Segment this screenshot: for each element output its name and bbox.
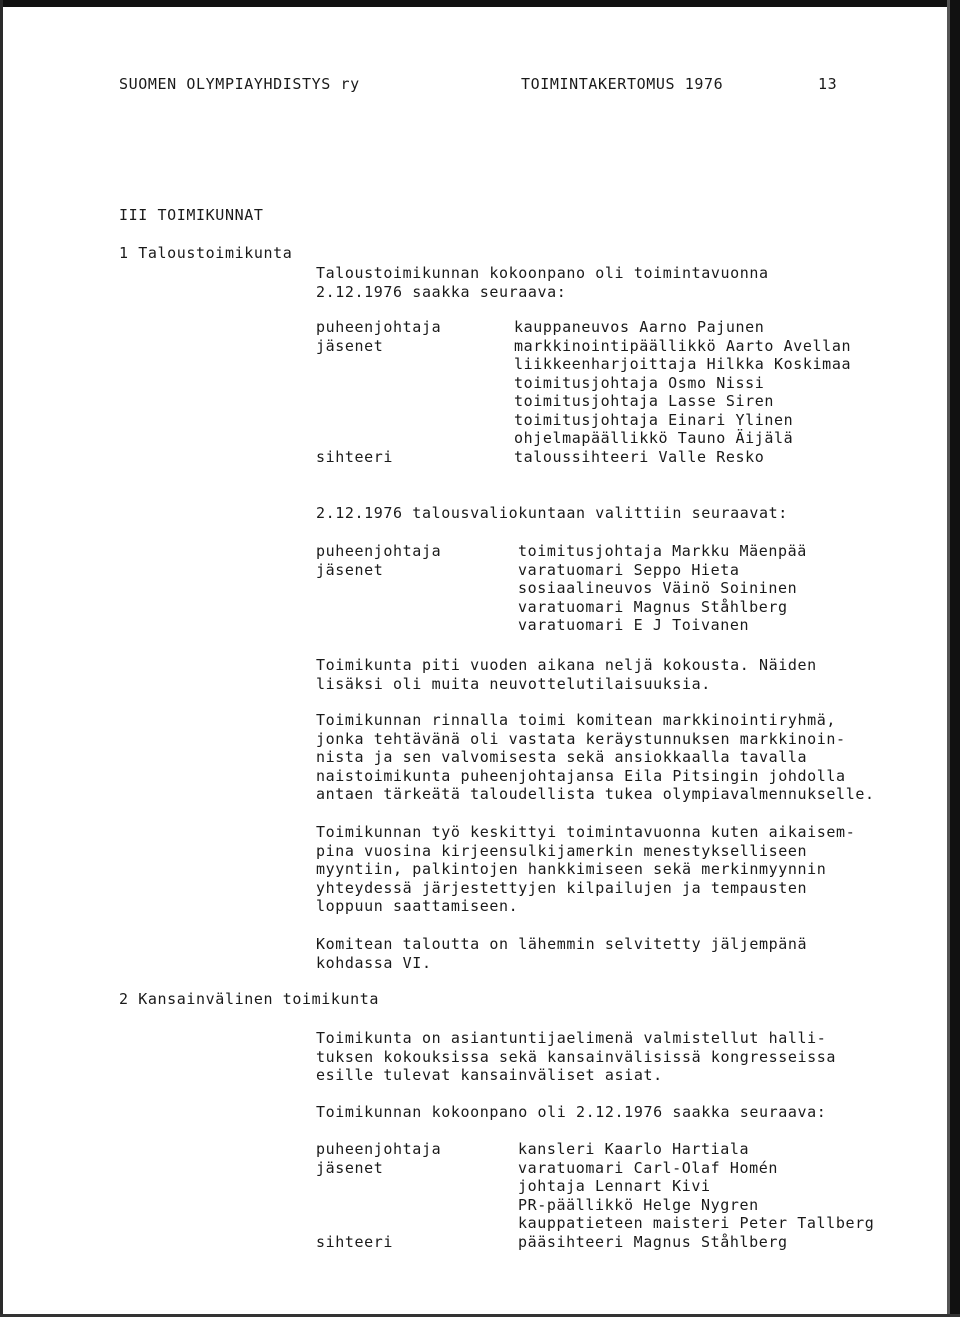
member-row <box>316 561 936 580</box>
talousvaliokunta-intro: 2.12.1976 talousvaliokuntaan valittiin seuraavat: <box>316 504 788 522</box>
talous-member-list <box>316 318 936 466</box>
member-name: varatuomari Magnus Ståhlberg <box>518 597 788 616</box>
talous-intro-line-1: Taloustoimikunnan kokoonpano oli toimintavuonna <box>316 264 769 282</box>
paragraph-line: lisäksi oli muita neuvottelutilaisuuksia. <box>316 674 711 693</box>
paragraph-line: jonka tehtävänä oli vastata keräystunnuksen markkinoin- <box>316 729 846 748</box>
member-role: sihteeri <box>316 1232 394 1251</box>
paragraph-line: Toimikunta on asiantuntijaelimenä valmistellut halli- <box>316 1029 827 1047</box>
member-row <box>316 429 936 448</box>
paragraph-line: antaen tärkeätä taloudellista tukea olympiavalmennukselle. <box>316 785 875 804</box>
member-name: kauppatieteen maisteri Peter Tallberg <box>518 1214 875 1232</box>
member-name: kansleri Kaarlo Hartiala <box>518 1140 750 1158</box>
member-row <box>316 579 936 598</box>
talous-paragraph-committee <box>316 711 875 804</box>
scan-border-right <box>950 0 960 1317</box>
member-name: varatuomari Seppo Hieta <box>518 560 740 579</box>
paragraph-line: nista ja sen valvomisesta sekä ansiokkaalla tavalla <box>316 748 808 767</box>
member-name: varatuomari Carl-Olaf Homén <box>518 1158 779 1177</box>
member-row <box>316 1177 946 1196</box>
member-name: toimitusjohtaja Lasse Siren <box>514 392 775 410</box>
member-role: puheenjohtaja <box>316 318 442 336</box>
header-organization: SUOMEN OLYMPIAYHDISTYS ry <box>119 75 360 93</box>
talous-paragraph-work <box>316 823 855 916</box>
member-name: varatuomari E J Toivanen <box>518 616 750 634</box>
member-row <box>316 411 936 430</box>
member-name: toimitusjohtaja Markku Mäenpää <box>518 542 807 560</box>
kansainvalinen-member-list <box>316 1140 946 1251</box>
member-role: jäsenet <box>316 1158 384 1177</box>
kansainvalinen-paragraph <box>316 1029 836 1085</box>
member-role: jäsenet <box>316 560 384 579</box>
member-name: sosiaalineuvos Väinö Soininen <box>518 579 798 597</box>
member-row <box>316 598 936 617</box>
member-name: johtaja Lennart Kivi <box>518 1177 711 1195</box>
paragraph-line: loppuun saattamiseen. <box>316 897 519 916</box>
subsection-heading-kansainvalinen: 2 Kansainvälinen toimikunta <box>119 990 380 1008</box>
member-row <box>316 1140 946 1159</box>
paragraph-line: Toimikunnan työ keskittyi toimintavuonna kuten aikaisem- <box>316 823 856 841</box>
member-name: markkinointipäällikkö Aarto Avellan <box>514 336 852 355</box>
member-role: puheenjohtaja <box>316 542 442 560</box>
paragraph-line: naistoimikunta puheenjohtajansa Eila Pitsingin johdolla <box>316 766 846 785</box>
member-role: puheenjohtaja <box>316 1140 442 1158</box>
member-name: ohjelmapäällikkö Tauno Äijälä <box>514 429 794 447</box>
kansainvalinen-intro: Toimikunnan kokoonpano oli 2.12.1976 saakka seuraava: <box>316 1103 827 1121</box>
member-role: jäsenet <box>316 336 384 355</box>
member-row <box>316 616 936 635</box>
page-number: 13 <box>818 75 838 93</box>
member-name: PR-päällikkö Helge Nygren <box>518 1195 759 1214</box>
paragraph-line: esille tulevat kansainväliset asiat. <box>316 1066 663 1085</box>
scan-border-left <box>0 0 3 1317</box>
talousvaliokunta-member-list <box>316 542 936 635</box>
member-row <box>316 1233 946 1252</box>
member-name: liikkeenharjoittaja Hilkka Koskimaa <box>514 355 852 373</box>
paragraph-line: pina vuosina kirjeensulkijamerkin menestykselliseen <box>316 841 808 860</box>
paragraph-line: Toimikunta piti vuoden aikana neljä kokousta. Näiden <box>316 656 817 674</box>
member-name: pääsihteeri Magnus Ståhlberg <box>518 1232 788 1251</box>
member-name: taloussihteeri Valle Resko <box>514 447 765 466</box>
member-row <box>316 1196 946 1215</box>
member-name: toimitusjohtaja Osmo Nissi <box>514 373 765 392</box>
member-row <box>316 542 936 561</box>
paragraph-line: Toimikunnan rinnalla toimi komitean markkinointiryhmä, <box>316 711 837 729</box>
member-row <box>316 1214 946 1233</box>
subsection-heading-talous: 1 Taloustoimikunta <box>119 244 293 262</box>
talous-paragraph-finance <box>316 935 807 972</box>
member-row <box>316 392 936 411</box>
paragraph-line: yhteydessä järjestettyjen kilpailujen ja tempausten <box>316 878 808 897</box>
member-row <box>316 374 936 393</box>
member-row <box>316 448 936 467</box>
header-report-title: TOIMINTAKERTOMUS 1976 <box>521 75 724 93</box>
talous-paragraph-meetings <box>316 656 817 693</box>
paragraph-line: Komitean taloutta on lähemmin selvitetty jäljempänä <box>316 935 808 953</box>
paragraph-line: tuksen kokouksissa sekä kansainvälisissä kongresseissa <box>316 1047 837 1066</box>
member-row <box>316 355 936 374</box>
member-role: sihteeri <box>316 447 394 466</box>
talous-intro-line-2: 2.12.1976 saakka seuraava: <box>316 283 567 301</box>
member-name: toimitusjohtaja Einari Ylinen <box>514 410 794 429</box>
paragraph-line: myyntiin, palkintojen hankkimiseen sekä merkinmyynnin <box>316 860 827 879</box>
member-row <box>316 337 936 356</box>
member-row <box>316 318 936 337</box>
member-row <box>316 1159 946 1178</box>
member-name: kauppaneuvos Aarno Pajunen <box>514 318 765 336</box>
paragraph-line: kohdassa VI. <box>316 953 432 972</box>
scan-border-top <box>0 0 960 7</box>
section-title: III TOIMIKUNNAT <box>119 206 264 224</box>
